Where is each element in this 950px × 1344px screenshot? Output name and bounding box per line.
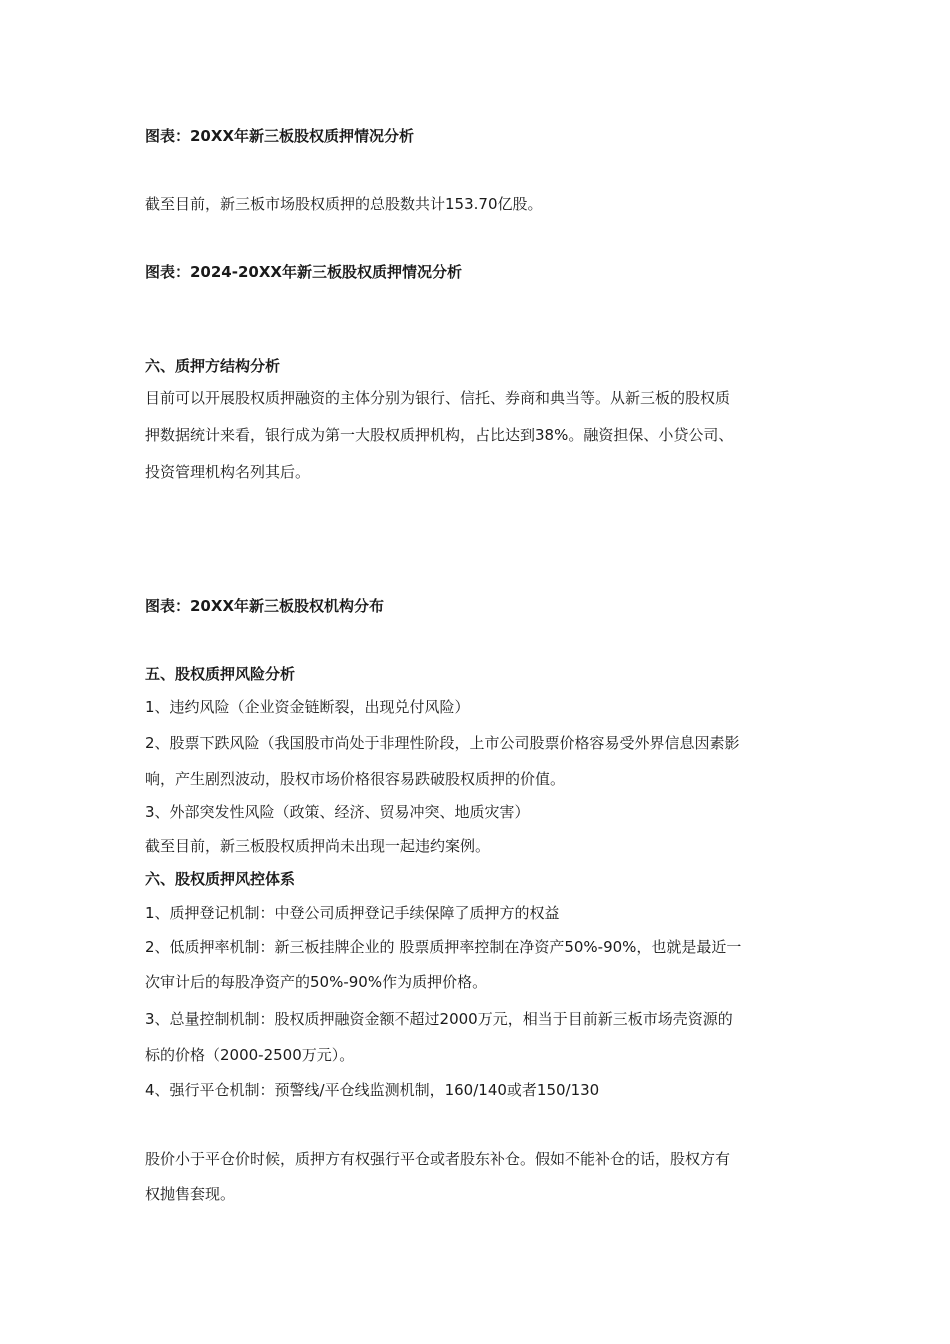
control-item-low-ratio-line-2: 次审计后的每股净资产的50%-90%作为质押价格。 bbox=[145, 973, 488, 991]
paragraph-liquidation-line-2: 权抛售套现。 bbox=[145, 1185, 236, 1203]
control-item-forced-liquidation: 4、强行平仓机制：预警线/平仓线监测机制，160/140或者150/130 bbox=[145, 1081, 600, 1099]
chart-caption-2024-pledge: 图表：20XX年新三板股权质押情况分析 bbox=[145, 127, 415, 145]
chart-caption-institution-distribution: 图表：20XX年新三板股权机构分布 bbox=[145, 597, 385, 615]
risk-item-price-drop-line-2: 响，产生剧烈波动，股权市场价格很容易跌破股权质押的价值。 bbox=[145, 770, 566, 788]
control-item-registration: 1、质押登记机制：中登公司质押登记手续保障了质押方的权益 bbox=[145, 904, 560, 922]
paragraph-total-shares: 截至目前，新三板市场股权质押的总股数共计153.70亿股。 bbox=[145, 195, 543, 213]
control-item-total-limit-line-1: 3、总量控制机制：股权质押融资金额不超过2000万元，相当于目前新三板市场壳资源的 bbox=[145, 1010, 733, 1028]
risk-item-external-shock: 3、外部突发性风险（政策、经济、贸易冲突、地质灾害） bbox=[145, 803, 530, 821]
paragraph-pledgee-line-2: 押数据统计来看，银行成为第一大股权质押机构，占比达到38%。融资担保、小贷公司、 bbox=[145, 426, 734, 444]
risk-item-price-drop-line-1: 2、股票下跌风险（我国股市尚处于非理性阶段，上市公司股票价格容易受外界信息因素影 bbox=[145, 734, 740, 752]
section-heading-risk-control: 六、股权质押风控体系 bbox=[145, 870, 296, 888]
paragraph-liquidation-line-1: 股价小于平仓价时候，质押方有权强行平仓或者股东补仓。假如不能补仓的话，股权方有 bbox=[145, 1150, 731, 1168]
paragraph-no-default-cases: 截至目前，新三板股权质押尚未出现一起违约案例。 bbox=[145, 837, 491, 855]
control-item-total-limit-line-2: 标的价格（2000-2500万元）。 bbox=[145, 1046, 355, 1064]
section-heading-risk-analysis: 五、股权质押风险分析 bbox=[145, 665, 296, 683]
paragraph-pledgee-line-3: 投资管理机构名列其后。 bbox=[145, 463, 311, 481]
chart-caption-pledge-trend: 图表：2024-20XX年新三板股权质押情况分析 bbox=[145, 263, 462, 281]
risk-item-default: 1、违约风险（企业资金链断裂，出现兑付风险） bbox=[145, 698, 470, 716]
section-heading-pledgee-structure: 六、质押方结构分析 bbox=[145, 357, 281, 375]
paragraph-pledgee-line-1: 目前可以开展股权质押融资的主体分别为银行、信托、券商和典当等。从新三板的股权质 bbox=[145, 389, 731, 407]
control-item-low-ratio-line-1: 2、低质押率机制：新三板挂牌企业的 股票质押率控制在净资产50%-90%，也就是最近一 bbox=[145, 938, 742, 956]
